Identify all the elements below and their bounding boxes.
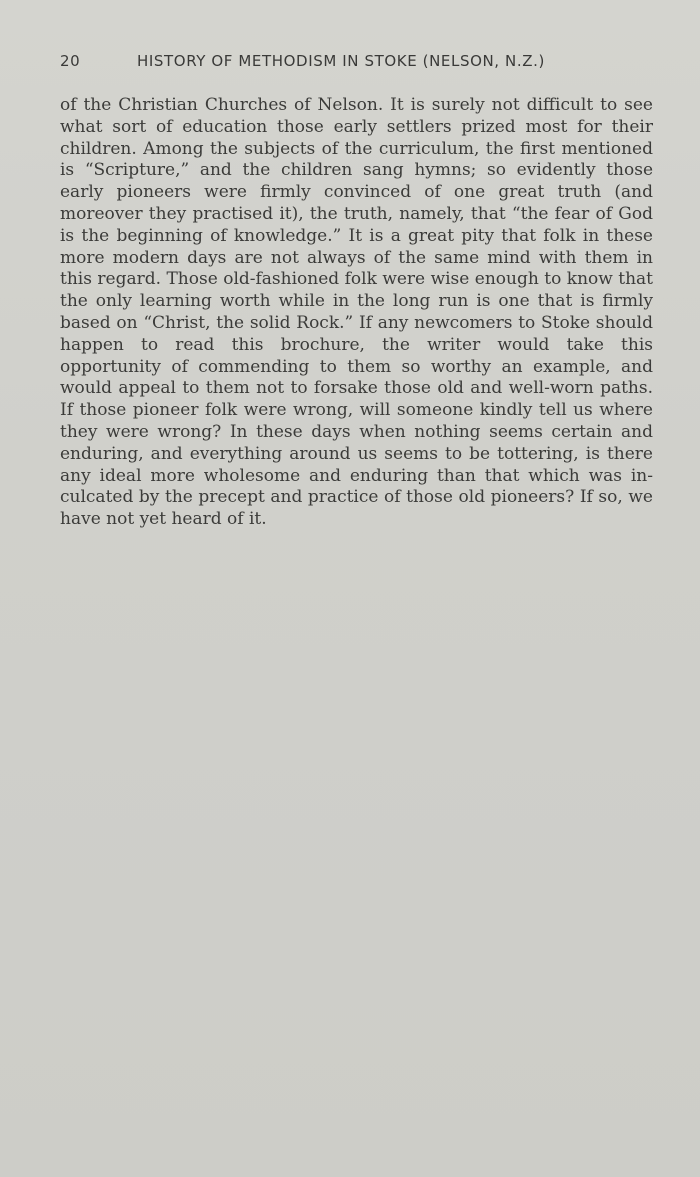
running-head [60,52,650,76]
body-paragraph: of the Christian Churches of Nelson. It is surely not difficult to see what sort of education those early settlers prized most for their children. Among the subjects of the curriculum, the first mentioned is “Scripture,” and the children sang hymns; so evidently those early pioneers were firmly convinced of one great truth (and moreover they practised it), the truth, namely, that “the fear of God is the beginning of knowledge.” It is a great pity that folk in these more modern days are not always of the same mind with them in this regard. Those old-fashioned folk were wise enough to know that the only learning worth while in the long run is one that is firmly based on “Christ, the solid Rock.” If any newcomers to Stoke should happen to read this brochure, the writer would take this opportunity of commending to them so worthy an example, and would appeal to them not to forsake those old and well-worn paths. If those pioneer folk were wrong, will someone kindly tell us where they were wrong? In these days when nothing seems certain and enduring, and everything around us seems to be tottering, is there any ideal more wholesome and enduring than that which was inculcated by the precept and practice of those old pioneers? If so, we have not yet heard of it. [60,95,653,530]
page-number: 20 [60,52,81,70]
running-title: HISTORY OF METHODISM IN STOKE (NELSON, N.Z.) [137,52,545,70]
